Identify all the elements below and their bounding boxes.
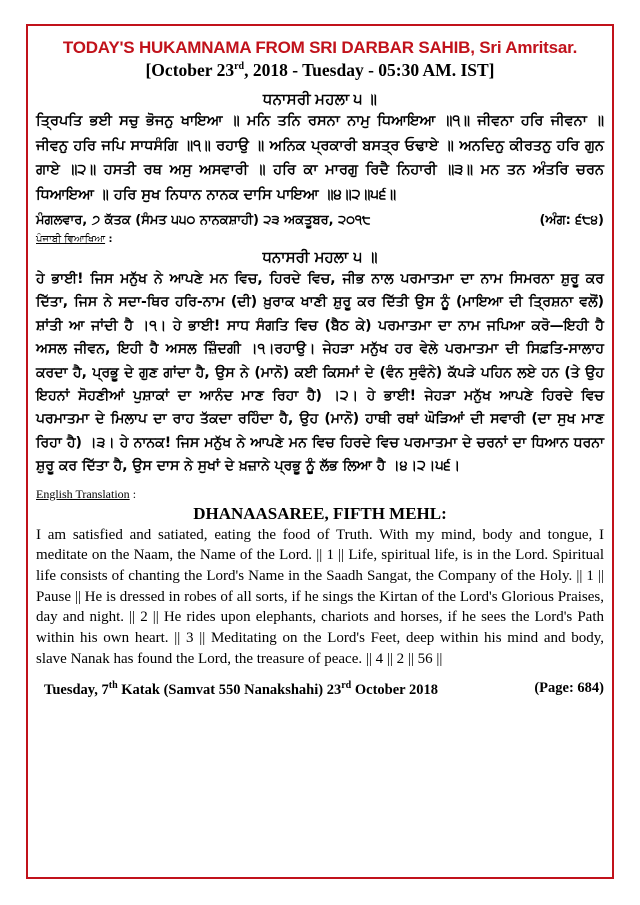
punjabi-label-colon: : xyxy=(105,234,113,245)
punjabi-section-label xyxy=(36,234,604,245)
punjabi-explanation: ਹੇ ਭਾਈ! ਜਿਸ ਮਨੁੱਖ ਨੇ ਆਪਣੇ ਮਨ ਵਿਚ, ਹਿਰਦੇ ਵਿਚ, ਜੀਭ ਨਾਲ ਪਰਮਾਤਮਾ ਦਾ ਨਾਮ ਸਿਮਰਨਾ ਸ਼ੁਰੂ ਕਰ ਦਿੱਤਾ, ਜਿਸ ਨੇ ਸਦਾ-ਥਿਰ ਹਰਿ-ਨਾਮ (ਦੀ) ਖ਼ੁਰਾਕ ਖਾਣੀ ਸ਼ੁਰੂ ਕਰ ਦਿੱਤੀ ਉਸ ਨੂੰ (ਮਾਇਆ ਦੀ ਤ੍ਰਿਸ਼ਨਾ ਵਲੋਂ) ਸ਼ਾਂਤੀ ਆ ਜਾਂਦੀ ਹੈ ।੧। ਹੇ ਭਾਈ! ਸਾਧ ਸੰਗਤਿ ਵਿਚ (ਬੈਠ ਕੇ) ਪਰਮਾਤਮਾ ਦਾ ਨਾਮ ਜਪਿਆ ਕਰੋ—ਇਹੀ ਹੈ ਅਸਲ ਜੀਵਨ, ਇਹੀ ਹੈ ਅਸਲ ਜ਼ਿੰਦਗੀ ।੧।ਰਹਾਉ। ਜੇਹੜਾ ਮਨੁੱਖ ਹਰ ਵੇਲੇ ਪਰਮਾਤਮਾ ਦੀ ਸਿਫ਼ਤਿ-ਸਾਲਾਹ ਕਰਦਾ ਹੈ, ਪ੍ਰਭੂ ਦੇ ਗੁਣ ਗਾਂਦਾ ਹੈ, ਉਸ ਨੇ (ਮਾਨੋ) ਕਈ ਕਿਸਮਾਂ ਦੇ (ਵੰਨ ਸੁਵੰਨੇ) ਕੱਪੜੇ ਪਹਿਨ ਲਏ ਹਨ (ਤੇ ਉਹ ਇਹਨਾਂ ਸੋਹਣੀਆਂ ਪੁਸ਼ਾਕਾਂ ਦਾ ਆਨੰਦ ਮਾਣ ਰਿਹਾ ਹੈ) ।੨। ਹੇ ਭਾਈ! ਜੇਹੜਾ ਮਨੁੱਖ ਆਪਣੇ ਹਿਰਦੇ ਵਿਚ ਪਰਮਾਤਮਾ ਦੇ ਮਿਲਾਪ ਦਾ ਰਾਹ ਤੱਕਦਾ ਰਹਿੰਦਾ ਹੈ, ਉਹ (ਮਾਨੋ) ਹਾਥੀ ਰਥਾਂ ਘੋੜਿਆਂ ਦੀ ਸਵਾਰੀ (ਦਾ ਸੁਖ ਮਾਣ ਰਿਹਾ ਹੈ) ।੩। ਹੇ ਨਾਨਕ! ਜਿਸ ਮਨੁੱਖ ਨੇ ਆਪਣੇ ਮਨ ਵਿਚ ਹਿਰਦੇ ਵਿਚ ਪਰਮਾਤਮਾ ਦੇ ਚਰਨਾਂ ਦਾ ਧਿਆਨ ਧਰਨਾ ਸ਼ੁਰੂ ਕਰ ਦਿੱਤਾ ਹੈ, ਉਸ ਦਾਸ ਨੇ ਸੁਖਾਂ ਦੇ ਖ਼ਜ਼ਾਨੇ ਪ੍ਰਭੂ ਨੂੰ ਲੱਭ ਲਿਆ ਹੈ ।੪।੨।੫੬। xyxy=(36,271,604,475)
punjabi-date-line xyxy=(36,213,604,228)
footer-date-prefix: Tuesday, 7 xyxy=(44,681,109,698)
page-title: TODAY'S HUKAMNAMA FROM SRI DARBAR SAHIB, Sri Amritsar. xyxy=(62,38,578,57)
punjabi-heading: ਧਨਾਸਰੀ ਮਹਲਾ ੫ ॥ xyxy=(262,248,378,266)
date-line xyxy=(30,60,610,81)
footer-date-sup1: th xyxy=(108,679,118,691)
english-translation: I am satisfied and satiated, eating the food of Truth. With my mind, body and tongue, I meditate on the Naam, the Name of the Lord. || 1 || Life, spiritual life, is in the Lord. Spiritual life consists of chanting the Lord's Name in the Saadh Sangat, the Company of the Holy. || 1 || Pause || He is dressed in robes of all sorts, if he sings the Kirtan of the Lord's Glorious Praises, day and night. || 2 || He rides upon elephants, chariots and horses, if he sees the Lord's Path within his own heart. || 3 || Meditating on the Lord's Feet, deep within his mind and body, slave Nanak has found the Lord, the treasure of peace. || 4 || 2 || 56 || xyxy=(36,526,604,667)
footer-date-line xyxy=(44,680,604,699)
footer-date-sup2: rd xyxy=(341,679,352,691)
punjabi-date: ਮੰਗਲਵਾਰ, ੭ ਕੱਤਕ (ਸੰਮਤ ੫੫੦ ਨਾਨਕਸ਼ਾਹੀ) ੨੩ ਅਕਤੂਬਰ, ੨੦੧੮ xyxy=(36,213,371,228)
english-section-label xyxy=(36,487,604,502)
english-label-colon: : xyxy=(129,486,137,501)
footer-date-middle: Katak (Samvat 550 Nanakshahi) 23 xyxy=(117,681,342,698)
english-label-text: English Translation xyxy=(36,486,130,501)
footer-date-suffix: October 2018 xyxy=(351,681,438,698)
footer-page-ref: (Page: 684) xyxy=(534,679,604,696)
gurbani-heading: ਧਨਾਸਰੀ ਮਹਲਾ ੫ ॥ xyxy=(262,92,378,108)
punjabi-label-text: ਪੰਜਾਬੀ ਵਿਆਖਿਆ xyxy=(36,234,106,245)
english-heading: DHANAASAREE, FIFTH MEHL: xyxy=(193,503,447,523)
footer-date xyxy=(44,680,438,699)
date-suffix: , 2018 - Tuesday - 05:30 AM. IST] xyxy=(244,60,495,80)
date-prefix: [October 23 xyxy=(145,60,235,80)
hukamnama-page xyxy=(30,28,610,875)
gurbani-text: ਤ੍ਰਿਪਤਿ ਭਈ ਸਚੁ ਭੋਜਨੁ ਖਾਇਆ ॥ ਮਨਿ ਤਨਿ ਰਸਨਾ ਨਾਮੁ ਧਿਆਇਆ ॥੧॥ ਜੀਵਨਾ ਹਰਿ ਜੀਵਨਾ ॥ ਜੀਵਨੁ ਹਰਿ ਜਪਿ ਸਾਧਸੰਗਿ ॥੧॥ ਰਹਾਉ ॥ ਅਨਿਕ ਪ੍ਰਕਾਰੀ ਬਸਤ੍ਰ ਓਢਾਏ ॥ ਅਨਦਿਨੁ ਕੀਰਤਨੁ ਹਰਿ ਗੁਨ ਗਾਏ ॥੨॥ ਹਸਤੀ ਰਥ ਅਸੁ ਅਸਵਾਰੀ ॥ ਹਰਿ ਕਾ ਮਾਰਗੁ ਰਿਦੈ ਨਿਹਾਰੀ ॥੩॥ ਮਨ ਤਨ ਅੰਤਰਿ ਚਰਨ ਧਿਆਇਆ ॥ ਹਰਿ ਸੁਖ ਨਿਧਾਨ ਨਾਨਕ ਦਾਸਿ ਪਾਇਆ ॥੪॥੨॥੫੬॥ xyxy=(36,113,604,203)
punjabi-page-ref: (ਅੰਗ: ੬੮੪) xyxy=(539,213,604,228)
date-sup: rd xyxy=(234,61,245,73)
